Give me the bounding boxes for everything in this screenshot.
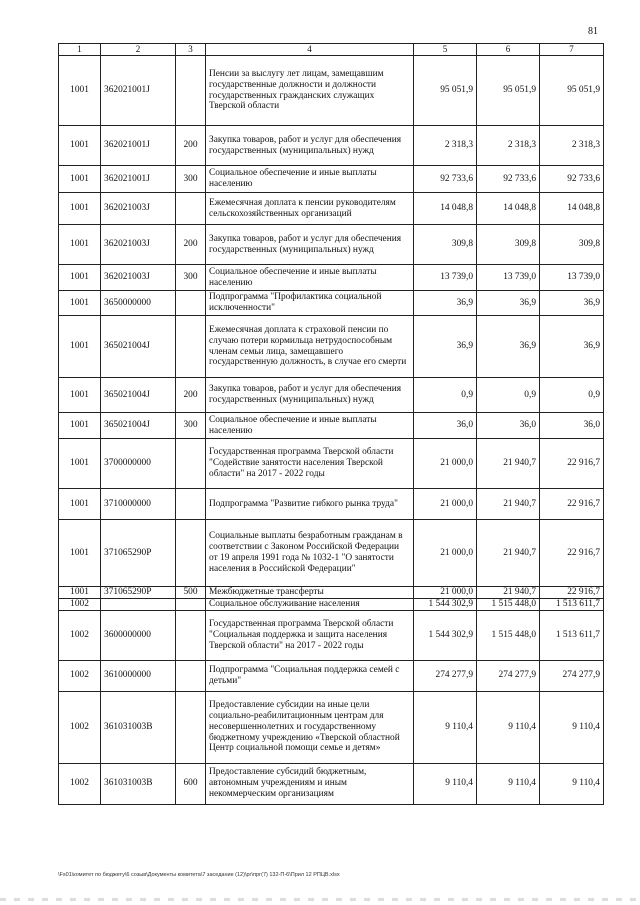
- amount-year1-cell: 13 739,0: [414, 265, 477, 291]
- amount-year1-cell: 274 277,9: [414, 660, 477, 691]
- amount-year3-cell: 95 051,9: [540, 56, 604, 126]
- amount-year3-cell: 92 733,6: [540, 166, 604, 193]
- item-name-cell: Подпрограмма "Профилактика социальной исключенности": [206, 291, 414, 316]
- table-row: [59, 291, 604, 316]
- section-code-cell: 1002: [59, 691, 101, 763]
- column-header: 3: [176, 44, 206, 56]
- column-header: 5: [414, 44, 477, 56]
- amount-year3-cell: 22 916,7: [540, 439, 604, 489]
- expense-type-cell: [176, 439, 206, 489]
- amount-year2-cell: 1 515 448,0: [477, 610, 540, 660]
- item-name-cell: Пенсии за выслугу лет лицам, замещавшим государственные должности и должности государственных гражданских служащих Тверской области: [206, 56, 414, 126]
- table-row: [59, 691, 604, 763]
- target-article-cell: 362021003J: [101, 265, 176, 291]
- section-code-cell: 1002: [59, 660, 101, 691]
- amount-year1-cell: 95 051,9: [414, 56, 477, 126]
- item-name-cell: Социальное обеспечение и иные выплаты населению: [206, 265, 414, 291]
- amount-year2-cell: 9 110,4: [477, 763, 540, 804]
- amount-year3-cell: 36,9: [540, 291, 604, 316]
- target-article-cell: 365021004J: [101, 413, 176, 439]
- table-row: [59, 316, 604, 378]
- table-row: [59, 660, 604, 691]
- expense-type-cell: [176, 291, 206, 316]
- column-header: 6: [477, 44, 540, 56]
- section-code-cell: 1001: [59, 193, 101, 225]
- amount-year2-cell: 14 048,8: [477, 193, 540, 225]
- amount-year1-cell: 36,9: [414, 291, 477, 316]
- table-row: [59, 126, 604, 166]
- amount-year3-cell: 274 277,9: [540, 660, 604, 691]
- amount-year3-cell: 1 513 611,7: [540, 598, 604, 610]
- table-row: [59, 520, 604, 587]
- amount-year3-cell: 2 318,3: [540, 126, 604, 166]
- amount-year2-cell: 95 051,9: [477, 56, 540, 126]
- section-code-cell: 1001: [59, 316, 101, 378]
- section-code-cell: 1002: [59, 763, 101, 804]
- amount-year2-cell: 0,9: [477, 378, 540, 413]
- section-code-cell: 1001: [59, 56, 101, 126]
- amount-year2-cell: 21 940,7: [477, 439, 540, 489]
- table-row: [59, 166, 604, 193]
- amount-year1-cell: 9 110,4: [414, 691, 477, 763]
- expense-type-cell: [176, 56, 206, 126]
- amount-year1-cell: 1 544 302,9: [414, 610, 477, 660]
- expense-type-cell: 200: [176, 378, 206, 413]
- table-row: [59, 413, 604, 439]
- amount-year1-cell: 21 000,0: [414, 587, 477, 599]
- item-name-cell: Социальное обеспечение и иные выплаты населению: [206, 413, 414, 439]
- amount-year3-cell: 22 916,7: [540, 587, 604, 599]
- item-name-cell: Закупка товаров, работ и услуг для обеспечения государственных (муниципальных) нужд: [206, 378, 414, 413]
- amount-year1-cell: 14 048,8: [414, 193, 477, 225]
- amount-year3-cell: 1 513 611,7: [540, 610, 604, 660]
- amount-year3-cell: 9 110,4: [540, 763, 604, 804]
- item-name-cell: Межбюджетные трансферты: [206, 587, 414, 599]
- expense-type-cell: [176, 316, 206, 378]
- section-code-cell: 1001: [59, 265, 101, 291]
- expense-type-cell: [176, 489, 206, 520]
- item-name-cell: Предоставление субсидии на иные цели социально-реабилитационным центрам для несовершеннолетних и государственному бюджетному учреждению «Тверской областной Центр социальной помощи семье и детям»: [206, 691, 414, 763]
- amount-year3-cell: 9 110,4: [540, 691, 604, 763]
- target-article-cell: 371065290P: [101, 520, 176, 587]
- amount-year2-cell: 13 739,0: [477, 265, 540, 291]
- item-name-cell: Социальное обслуживание населения: [206, 598, 414, 610]
- table-row: [59, 598, 604, 610]
- target-article-cell: 371065290P: [101, 587, 176, 599]
- target-article-cell: 361031003B: [101, 763, 176, 804]
- item-name-cell: Государственная программа Тверской области "Содействие занятости населения Тверской области" на 2017 - 2022 годы: [206, 439, 414, 489]
- item-name-cell: Государственная программа Тверской области "Социальная поддержка и защита населения Тверской области" на 2017 - 2022 годы: [206, 610, 414, 660]
- target-article-cell: 362021001J: [101, 126, 176, 166]
- table-row: [59, 193, 604, 225]
- expense-type-cell: 600: [176, 763, 206, 804]
- table-row: [59, 610, 604, 660]
- amount-year1-cell: 36,0: [414, 413, 477, 439]
- amount-year2-cell: 2 318,3: [477, 126, 540, 166]
- target-article-cell: 365021004J: [101, 316, 176, 378]
- section-code-cell: 1001: [59, 520, 101, 587]
- amount-year3-cell: 13 739,0: [540, 265, 604, 291]
- item-name-cell: Закупка товаров, работ и услуг для обеспечения государственных (муниципальных) нужд: [206, 225, 414, 265]
- amount-year2-cell: 36,9: [477, 291, 540, 316]
- item-name-cell: Социальные выплаты безработным гражданам в соответствии с Законом Российской Федерации от 19 апреля 1991 года № 1032-1 "О занятости населения в Российской Федерации": [206, 520, 414, 587]
- amount-year3-cell: 0,9: [540, 378, 604, 413]
- amount-year3-cell: 22 916,7: [540, 489, 604, 520]
- scan-edge: [0, 898, 640, 901]
- expense-type-cell: [176, 691, 206, 763]
- expense-type-cell: [176, 660, 206, 691]
- expense-type-cell: [176, 610, 206, 660]
- amount-year3-cell: 14 048,8: [540, 193, 604, 225]
- expense-type-cell: [176, 520, 206, 587]
- target-article-cell: [101, 598, 176, 610]
- target-article-cell: 3710000000: [101, 489, 176, 520]
- expense-type-cell: 200: [176, 126, 206, 166]
- file-path-footer: \Fs01\комитет по бюджету\6 созыв\Документы комитета\7 заседание (12)\рг\прг(7) 132-П-6\Прил 12 РПЦВ.xlsx: [58, 872, 340, 878]
- section-code-cell: 1001: [59, 587, 101, 599]
- expense-type-cell: [176, 193, 206, 225]
- amount-year1-cell: 9 110,4: [414, 763, 477, 804]
- amount-year2-cell: 36,9: [477, 316, 540, 378]
- amount-year1-cell: 0,9: [414, 378, 477, 413]
- amount-year1-cell: 21 000,0: [414, 520, 477, 587]
- expense-type-cell: [176, 598, 206, 610]
- section-code-cell: 1001: [59, 225, 101, 265]
- column-number-row: [59, 44, 604, 56]
- item-name-cell: Ежемесячная доплата к пенсии руководителям сельскохозяйственных организаций: [206, 193, 414, 225]
- expense-type-cell: 300: [176, 413, 206, 439]
- amount-year3-cell: 36,0: [540, 413, 604, 439]
- column-header: 4: [206, 44, 414, 56]
- amount-year1-cell: 36,9: [414, 316, 477, 378]
- table-row: [59, 56, 604, 126]
- target-article-cell: 361031003B: [101, 691, 176, 763]
- budget-table: [58, 43, 604, 805]
- target-article-cell: 3600000000: [101, 610, 176, 660]
- amount-year3-cell: 22 916,7: [540, 520, 604, 587]
- expense-type-cell: 200: [176, 225, 206, 265]
- target-article-cell: 362021001J: [101, 56, 176, 126]
- section-code-cell: 1001: [59, 126, 101, 166]
- target-article-cell: 3610000000: [101, 660, 176, 691]
- amount-year2-cell: 1 515 448,0: [477, 598, 540, 610]
- section-code-cell: 1001: [59, 166, 101, 193]
- amount-year2-cell: 309,8: [477, 225, 540, 265]
- item-name-cell: Предоставление субсидий бюджетным, автономным учреждениям и иным некоммерческим организациям: [206, 763, 414, 804]
- amount-year1-cell: 2 318,3: [414, 126, 477, 166]
- amount-year2-cell: 9 110,4: [477, 691, 540, 763]
- column-header: 2: [101, 44, 176, 56]
- page-number: 81: [588, 26, 598, 37]
- section-code-cell: 1002: [59, 610, 101, 660]
- table-row: [59, 265, 604, 291]
- amount-year2-cell: 21 940,7: [477, 587, 540, 599]
- target-article-cell: 362021003J: [101, 193, 176, 225]
- amount-year2-cell: 21 940,7: [477, 489, 540, 520]
- column-header: 1: [59, 44, 101, 56]
- item-name-cell: Подпрограмма "Социальная поддержка семей с детьми": [206, 660, 414, 691]
- table-row: [59, 378, 604, 413]
- section-code-cell: 1001: [59, 439, 101, 489]
- table-row: [59, 587, 604, 599]
- amount-year1-cell: 21 000,0: [414, 439, 477, 489]
- amount-year2-cell: 274 277,9: [477, 660, 540, 691]
- table-row: [59, 225, 604, 265]
- section-code-cell: 1001: [59, 413, 101, 439]
- target-article-cell: 362021003J: [101, 225, 176, 265]
- target-article-cell: 3700000000: [101, 439, 176, 489]
- amount-year1-cell: 309,8: [414, 225, 477, 265]
- amount-year2-cell: 21 940,7: [477, 520, 540, 587]
- expense-type-cell: 300: [176, 265, 206, 291]
- target-article-cell: 3650000000: [101, 291, 176, 316]
- amount-year1-cell: 1 544 302,9: [414, 598, 477, 610]
- target-article-cell: 362021001J: [101, 166, 176, 193]
- table-row: [59, 439, 604, 489]
- amount-year1-cell: 92 733,6: [414, 166, 477, 193]
- amount-year3-cell: 36,9: [540, 316, 604, 378]
- expense-type-cell: 300: [176, 166, 206, 193]
- target-article-cell: 365021004J: [101, 378, 176, 413]
- section-code-cell: 1002: [59, 598, 101, 610]
- section-code-cell: 1001: [59, 291, 101, 316]
- item-name-cell: Ежемесячная доплата к страховой пенсии по случаю потери кормильца нетрудоспособным членам семьи лица, замещавшего государственную должность, в случае его смерти: [206, 316, 414, 378]
- item-name-cell: Социальное обеспечение и иные выплаты населению: [206, 166, 414, 193]
- section-code-cell: 1001: [59, 489, 101, 520]
- item-name-cell: Подпрограмма "Развитие гибкого рынка труда": [206, 489, 414, 520]
- table-row: [59, 489, 604, 520]
- expense-type-cell: 500: [176, 587, 206, 599]
- item-name-cell: Закупка товаров, работ и услуг для обеспечения государственных (муниципальных) нужд: [206, 126, 414, 166]
- amount-year3-cell: 309,8: [540, 225, 604, 265]
- amount-year1-cell: 21 000,0: [414, 489, 477, 520]
- section-code-cell: 1001: [59, 378, 101, 413]
- table-row: [59, 763, 604, 804]
- amount-year2-cell: 92 733,6: [477, 166, 540, 193]
- column-header: 7: [540, 44, 604, 56]
- amount-year2-cell: 36,0: [477, 413, 540, 439]
